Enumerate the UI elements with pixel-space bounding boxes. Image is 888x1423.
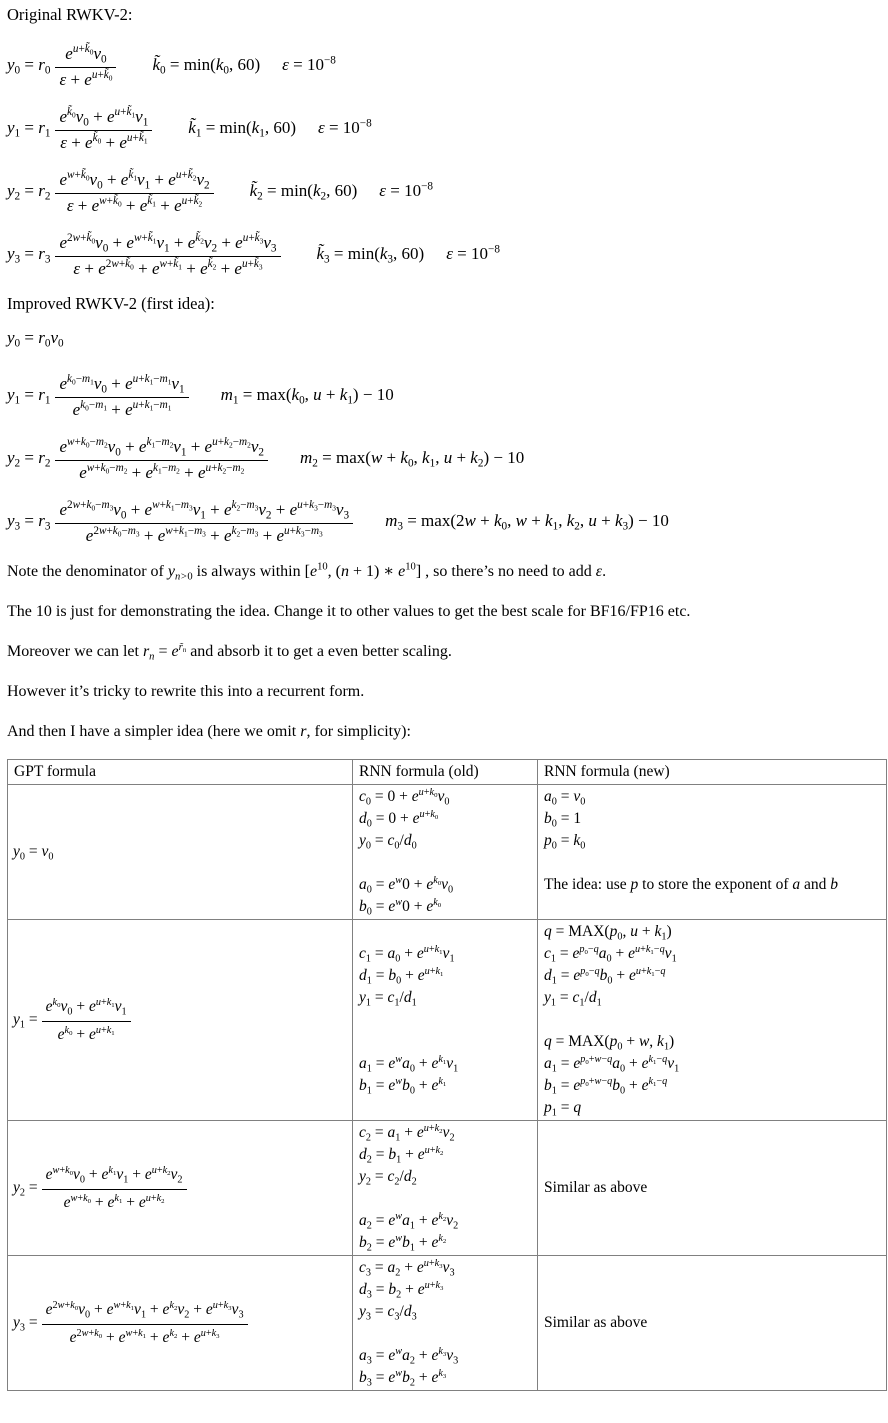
table-row-y0 bbox=[8, 785, 887, 920]
table-header-row bbox=[8, 760, 887, 785]
cell-old-y0: $c_0 = 0 + e^{u+k_0}v_0$ $d_0 = 0 + e^{u+k_0}$ $y_0 = c_0/d_0$ $a_0 = e^w0 + e^{k_0}v_0$ $b_0 = e^w0 + e^{k_0}$ bbox=[353, 785, 538, 920]
cell-gpt-y0: $y_0 = v_0$ bbox=[8, 785, 353, 920]
cell-gpt-y1: $y_1$ = $\frac{e^{k_0}v_0 + e^{u+k_1}v_1}{e^{k_0} + e^{u+k_1}}$ bbox=[8, 920, 353, 1121]
cell-gpt-y2: $y_2$ = $\frac{e^{w+k_0}v_0 + e^{k_1}v_1 + e^{u+k_2}v_2}{e^{w+k_0} + e^{k_1} + e^{u+k_2}}$ bbox=[8, 1121, 353, 1256]
formula-improved-y1: $y_1 = r_1$ $\frac{e^{k_0-m_1}v_0 + e^{u+k_1-m_1}v_1}{e^{k_0-m_1} + e^{u+k_1-m_1}}$ $m_1 = \max(k_0$, $u + k_1) - 10$ bbox=[7, 373, 394, 419]
cell-new-y0: $a_0 = v_0$ $b_0 = 1$ $p_0 = k_0$ The idea: use p to store the exponent of a and b bbox=[538, 785, 887, 920]
cell-old-y1: $c_1 = a_0 + e^{u+k_1}v_1$ $d_1 = b_0 + e^{u+k_1}$ $y_1 = c_1/d_1$ $a_1 = e^wa_0 + e^{k_1}v_1$ $b_1 = e^wb_0 + e^{k_1}$ bbox=[353, 920, 538, 1121]
note-denominator-range: Note the denominator of $y_{n>0}$ is always within [$e^{10}$, (n + 1) ∗ $e^{10}$] , so there’s no need to add ε. bbox=[7, 561, 607, 583]
cell-new-y2: Similar as above bbox=[538, 1121, 887, 1256]
formula-original-y1: $y_1 = r_1$ $\frac{e^{k̃_0}v_0 + e^{u+k̃_1}v_1}{\varepsilon + e^{k̃_0} + e^{u+k̃_1}}$ $k̃_1 = \min(k_1$, 60) $\varepsilon = 10^{-8}$ bbox=[7, 106, 372, 152]
col-header-rnn-formula-new: RNN formula (new) bbox=[538, 760, 887, 785]
cell-old-y2: $c_2 = a_1 + e^{u+k_2}v_2$ $d_2 = b_1 + e^{u+k_2}$ $y_2 = c_2/d_2$ $a_2 = e^wa_1 + e^{k_2}v_2$ $b_2 = e^wb_1 + e^{k_2}$ bbox=[353, 1121, 538, 1256]
col-header-gpt-formula: GPT formula bbox=[8, 760, 353, 785]
section-heading-improved: Improved RWKV-2 (first idea): bbox=[7, 294, 215, 313]
note-simpler-idea: And then I have a simpler idea (here we omit r, for simplicity): bbox=[7, 723, 411, 740]
formula-original-y2: $y_2 = r_2$ $\frac{e^{w+k̃_0}v_0 + e^{k̃_1}v_1 + e^{u+k̃_2}v_2}{\varepsilon + e^{w+k̃_0} + e^{k̃_1} + e^{u+k̃_2}}$ $k̃_2 = \min(k_2$, 60) $\varepsilon = 10^{-8}$ bbox=[7, 169, 434, 215]
formula-original-y0: $y_0 = r_0$ $\frac{e^{u+k̃_0}v_0}{\varepsilon + e^{u+k̃_0}}$ $k̃_0 = \min(k_0$, 60) $\varepsilon = 10^{-8}$ bbox=[7, 43, 336, 89]
formula-improved-y3: $y_3 = r_3$ $\frac{e^{2w+k_0-m_3}v_0 + e^{w+k_1-m_3}v_1 + e^{k_2-m_3}v_2 + e^{u+k_3-m_3}v_3}{e^{2w+k_0-m_3} + e^{w+k_1-m_3} + e^{k_2-m_3} + e^{u+k_3-m_3}}$ $m_3 = \max(2w + k_0$, $w + k_1$, $k_2$, $u + k_3) - 10$ bbox=[7, 499, 669, 545]
section-heading-original: Original RWKV-2: bbox=[7, 5, 133, 24]
col-header-rnn-formula-old: RNN formula (old) bbox=[353, 760, 538, 785]
cell-gpt-y3: $y_3$ = $\frac{e^{2w+k_0}v_0 + e^{w+k_1}v_1 + e^{k_2}v_2 + e^{u+k_3}v_3}{e^{2w+k_0} + e^{w+k_1} + e^{k_2} + e^{u+k_3}}$ bbox=[8, 1256, 353, 1391]
table-row-y2 bbox=[8, 1121, 887, 1256]
cell-new-y3: Similar as above bbox=[538, 1256, 887, 1391]
formula-original-y3: $y_3 = r_3$ $\frac{e^{2w+k̃_0}v_0 + e^{w+k̃_1}v_1 + e^{k̃_2}v_2 + e^{u+k̃_3}v_3}{\varepsilon + e^{2w+k̃_0} + e^{w+k̃_1} + e^{k̃_2} + e^{u+k̃_3}}$ $k̃_3 = \min(k_3$, 60) $\varepsilon = 10^{-8}$ bbox=[7, 232, 500, 278]
note-absorb-r: Moreover we can let $r_n = e^{r̃_n}$ and absorb it to get a even better scaling. bbox=[7, 641, 452, 663]
cell-old-y3: $c_3 = a_2 + e^{u+k_3}v_3$ $d_3 = b_2 + e^{u+k_3}$ $y_3 = c_3/d_3$ $a_3 = e^wa_2 + e^{k_3}v_3$ $b_3 = e^wb_2 + e^{k_3}$ bbox=[353, 1256, 538, 1391]
table-row-y1 bbox=[8, 920, 887, 1121]
cell-new-y1: $q = MAX(p_0$, $u + k_1$) $c_1 = e^{p_0-q}a_0 + e^{u+k_1-q}v_1$ $d_1 = e^{p_0-q}b_0 + e^{u+k_1-q}$ $y_1 = c_1/d_1$ $q = MAX(p_0 + w$, $k_1$) $a_1 = e^{p_0+w-q}a_0 + e^{k_1-q}v_1$ $b_1 = e^{p_0+w-q}b_0 + e^{k_1-q}$ $p_1 = q$ bbox=[538, 920, 887, 1121]
note-scale-bf16: The 10 is just for demonstrating the idea. Change it to other values to get the best scale for BF16/FP16 etc. bbox=[7, 603, 691, 620]
note-tricky-recurrent: However it’s tricky to rewrite this into a recurrent form. bbox=[7, 683, 365, 700]
formula-improved-y2: $y_2 = r_2$ $\frac{e^{w+k_0-m_2}v_0 + e^{k_1-m_2}v_1 + e^{u+k_2-m_2}v_2}{e^{w+k_0-m_2} + e^{k_1-m_2} + e^{u+k_2-m_2}}$ $m_2 = \max(w + k_0$, $k_1$, $u + k_2) - 10$ bbox=[7, 436, 525, 482]
formula-improved-y0: $y_0 = r_0v_0$ bbox=[7, 328, 64, 350]
comparison-table bbox=[7, 759, 887, 1391]
table-row-y3 bbox=[8, 1256, 887, 1391]
